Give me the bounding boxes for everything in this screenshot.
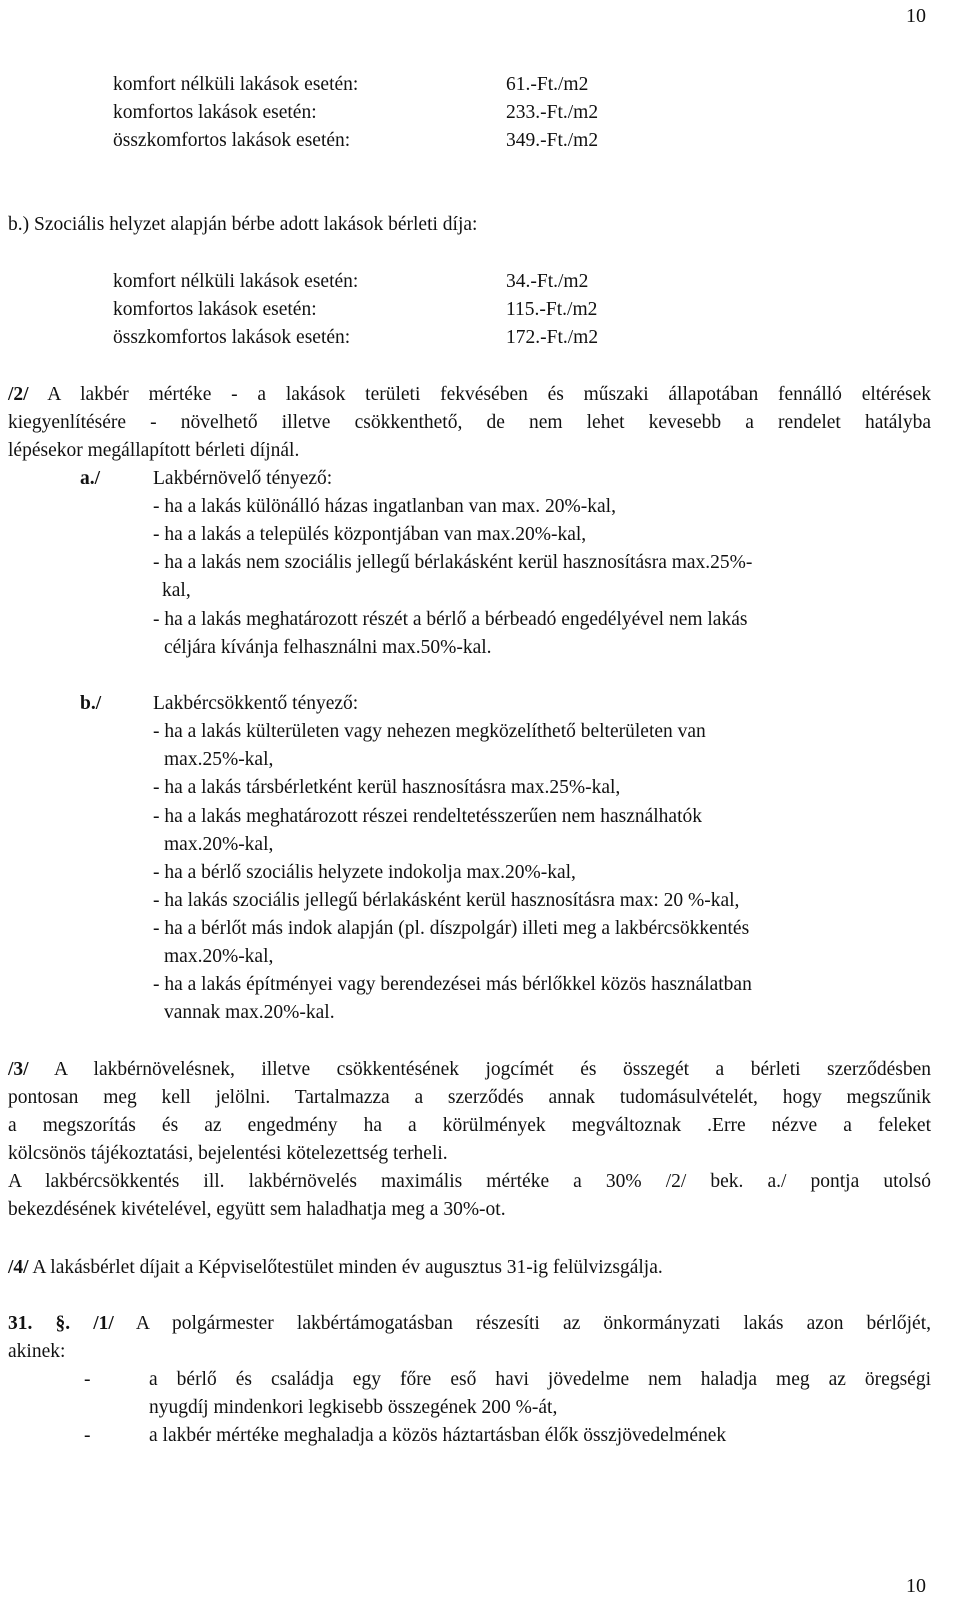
factor-a-line: kal, (162, 580, 191, 601)
section-number: 31. §. /1/ (8, 1313, 114, 1334)
factor-b-line: - ha lakás szociális jellegű bérlakásként kerül hasznosításra max: 20 %-kal, (153, 890, 740, 911)
paragraph-line: lépésekor megállapított bérleti díjnál. (8, 440, 300, 461)
paragraph-line: a megszorítás és az engedmény ha a körülmények megváltoznak .Erre nézve a feleket (8, 1115, 931, 1136)
paragraph-line (8, 381, 931, 409)
rate-label: komfort nélküli lakások esetén: (113, 271, 359, 292)
factor-b-line: - ha a lakás építményei vagy berendezései más bérlőkkel közös használatban (153, 974, 752, 995)
list-dash: - (84, 1369, 91, 1390)
paragraph-line (8, 1310, 931, 1338)
paragraph-line: pontosan meg kell jelölni. Tartalmazza a szerződés annak tudomásulvételét, hogy megszűnik (8, 1087, 931, 1108)
page-number-top: 10 (906, 5, 926, 27)
paragraph-line: A lakbércsökkentés ill. lakbérnövelés maximális mértéke a 30% /2/ bek. a./ pontja utolsó (8, 1171, 931, 1192)
rate-label: összkomfortos lakások esetén: (113, 130, 351, 151)
rate-value: 34.-Ft./m2 (506, 271, 589, 292)
paragraph-text: A polgármester lakbértámogatásban részesíti az önkormányzati lakás azon bérlőjét, (135, 1313, 931, 1334)
factor-a-line: - ha a lakás különálló házas ingatlanban van max. 20%-kal, (153, 496, 616, 517)
list-item-line: a bérlő és családja egy főre eső havi jövedelme nem haladja meg az öregségi (149, 1369, 931, 1390)
factor-b-line: max.20%-kal, (164, 834, 274, 855)
rate-row (0, 71, 960, 99)
factor-a-line: - ha a lakás nem szociális jellegű bérlakásként kerül hasznosításra max.25%- (153, 552, 753, 573)
factor-b-line: - ha a bérlőt más indok alapján (pl. díszpolgár) illeti meg a lakbércsökkentés (153, 918, 750, 939)
rate-label: komfort nélküli lakások esetén: (113, 74, 359, 95)
factor-a-marker: a./ (80, 468, 101, 489)
rate-value: 172.-Ft./m2 (506, 327, 599, 348)
factor-a-line: - ha a lakás a település központjában van max.20%-kal, (153, 524, 587, 545)
factor-b-marker: b./ (80, 693, 102, 714)
section-b-heading: b.) Szociális helyzet alapján bérbe adott lakások bérleti díja: (8, 214, 478, 235)
rate-value: 349.-Ft./m2 (506, 130, 599, 151)
rate-row (0, 99, 960, 127)
rate-row (0, 324, 960, 352)
paragraph-line: kölcsönös tájékoztatási, bejelentési kötelezettség terheli. (8, 1143, 448, 1164)
paragraph-4 (8, 1254, 931, 1282)
factor-b-line: max.20%-kal, (164, 946, 274, 967)
rate-value: 115.-Ft./m2 (506, 299, 598, 320)
paragraph-text: A lakbérnövelésnek, illetve csökkentésének jogcímét és összegét a bérleti szerződésben (54, 1059, 931, 1080)
paragraph-number: /3/ (8, 1059, 29, 1080)
paragraph-line (8, 1254, 931, 1282)
factor-b-line: - ha a bérlő szociális helyzete indokolja max.20%-kal, (153, 862, 576, 883)
factor-a-line: - ha a lakás meghatározott részét a bérlő a bérbeadó engedélyével nem lakás (153, 609, 748, 630)
paragraph-line: kiegyenlítésére - növelhető illetve csökkenthető, de nem lehet kevesebb a rendelet hatályba (8, 412, 931, 433)
list-dash: - (84, 1425, 91, 1446)
rate-label: komfortos lakások esetén: (113, 299, 317, 320)
factor-b-line: - ha a lakás társbérletként kerül hasznosításra max.25%-kal, (153, 777, 621, 798)
factor-b-line: vannak max.20%-kal. (164, 1002, 335, 1023)
rate-row (0, 296, 960, 324)
list-item-line: a lakbér mértéke meghaladja a közös háztartásban élők összjövedelmének (149, 1425, 727, 1446)
rate-value: 61.-Ft./m2 (506, 74, 589, 95)
rate-label: összkomfortos lakások esetén: (113, 327, 351, 348)
rate-row (0, 127, 960, 155)
factor-b-line: - ha a lakás külterületen vagy nehezen megközelíthető belterületen van (153, 721, 706, 742)
factor-b-title: Lakbércsökkentő tényező: (153, 693, 359, 714)
paragraph-2 (8, 381, 931, 465)
paragraph-line: akinek: (8, 1341, 66, 1362)
paragraph-text: A lakbér mértéke - a lakások területi fekvésében és műszaki állapotában fennálló eltérések (47, 384, 931, 405)
section-31 (8, 1310, 931, 1366)
factor-b-line: - ha a lakás meghatározott részei rendeltetésszerűen nem használhatók (153, 806, 702, 827)
factor-a-line: céljára kívánja felhasználni max.50%-kal. (164, 637, 492, 658)
paragraph-number: /4/ (8, 1257, 29, 1278)
paragraph-line (8, 1056, 931, 1084)
rate-label: komfortos lakások esetén: (113, 102, 317, 123)
page-number-bottom: 10 (906, 1575, 926, 1597)
paragraph-line: bekezdésének kivételével, együtt sem haladhatja meg a 30%-ot. (8, 1199, 506, 1220)
list-item-line: nyugdíj mindenkori legkisebb összegének 200 %-át, (149, 1397, 558, 1418)
paragraph-3 (8, 1056, 931, 1224)
factor-b-line: max.25%-kal, (164, 749, 274, 770)
paragraph-number: /2/ (8, 384, 29, 405)
rate-value: 233.-Ft./m2 (506, 102, 599, 123)
factor-a-title: Lakbérnövelő tényező: (153, 468, 333, 489)
rate-row (0, 268, 960, 296)
paragraph-text: A lakásbérlet díjait a Képviselőtestület minden év augusztus 31-ig felülvizsgálja. (32, 1257, 663, 1278)
